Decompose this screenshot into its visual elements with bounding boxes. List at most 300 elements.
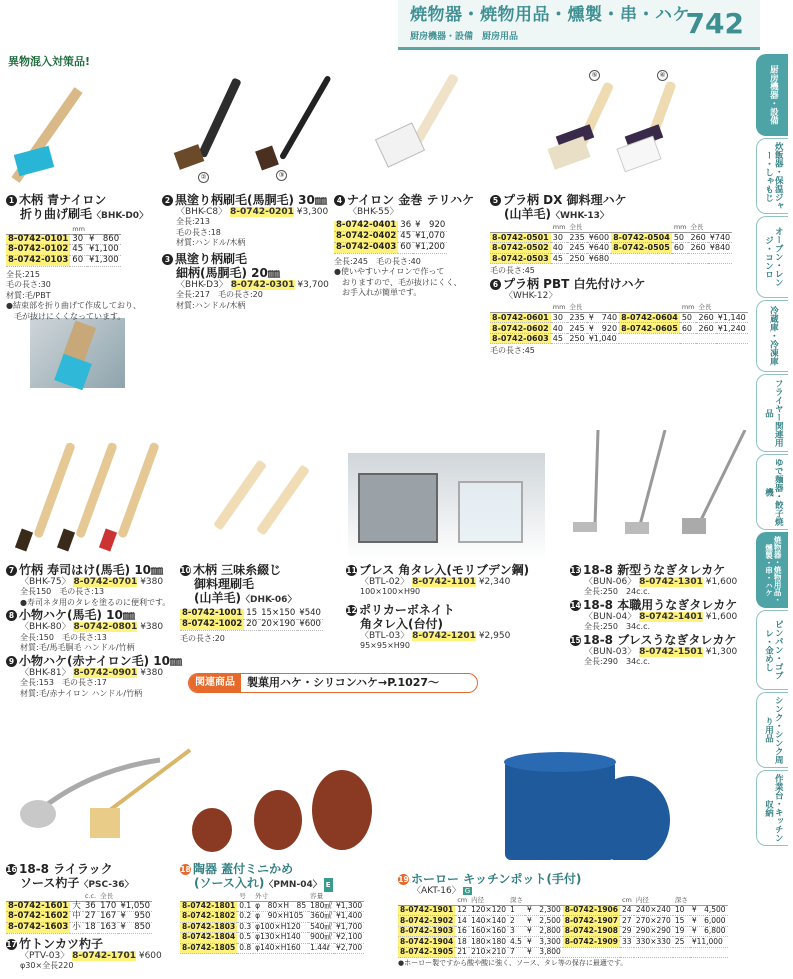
catalog-number: 8-0742-1803	[182, 921, 236, 931]
col-header: 全長	[567, 223, 586, 232]
price: ¥ 4,500	[691, 905, 726, 915]
price: ¥380	[140, 667, 164, 678]
price: ¥1,070	[413, 232, 447, 243]
material: 材質:毛/PBT	[6, 290, 51, 300]
size: 60	[400, 242, 412, 253]
product-10	[180, 563, 340, 644]
marker-2: ②	[198, 172, 209, 183]
col-header: 外寸	[253, 892, 308, 901]
length: 全長:245 毛の長さ:40	[334, 256, 421, 266]
price: ¥ 950	[120, 911, 151, 922]
product-6-table	[490, 303, 748, 344]
size: 36	[400, 220, 412, 231]
size: 45	[551, 333, 568, 344]
product-4-table	[334, 221, 447, 254]
bristle-length: 毛の長さ:45	[490, 346, 535, 356]
price: ¥ 2,300	[527, 905, 561, 915]
brush-2-image	[174, 77, 242, 170]
note: 毛が抜けにくくなっています。	[14, 311, 126, 321]
dimensions: 270×270	[635, 915, 671, 925]
capacity: 2	[508, 916, 525, 927]
length: 163	[100, 922, 117, 933]
catalog-number: 8-0742-1804	[182, 932, 236, 942]
note: ●寿司ネタ用のタレを塗るのに便利です。	[20, 597, 171, 607]
ladle-13-image	[573, 430, 598, 532]
product-title: 小物ハケ(赤ナイロン毛) 10㎜	[19, 653, 183, 668]
catalog-number: 8-0742-0901	[73, 667, 138, 678]
product-title-2: 御料理刷毛	[194, 577, 255, 591]
capacity: 360㎖	[310, 911, 332, 921]
price: ¥380	[140, 622, 164, 633]
catalog-number: 8-0742-0101	[8, 233, 69, 244]
table-row	[490, 333, 748, 344]
brush-6-image	[617, 80, 677, 171]
capacity: 900㎖	[310, 932, 332, 942]
table-row	[490, 232, 732, 243]
product-title-2: ソース杓子	[20, 876, 80, 890]
col-header: 全長	[688, 223, 707, 232]
page-number: 742	[685, 7, 744, 40]
catalog-number: 8-0742-1601	[8, 900, 69, 911]
product-code: 〈BUN-04〉	[584, 611, 637, 622]
dimensions: φ 90×H105	[253, 912, 308, 923]
product-number: 4	[334, 195, 345, 206]
price: ¥1,700	[335, 921, 363, 931]
catalog-number: 8-0742-0401	[336, 220, 397, 231]
length: 245	[569, 243, 585, 253]
size: 0.3	[239, 921, 252, 931]
size: 27	[620, 916, 634, 927]
table-row	[6, 234, 121, 245]
dimensions: 240×240	[635, 905, 671, 915]
price: ¥ 3,300	[527, 936, 561, 946]
price: ¥2,700	[335, 942, 363, 952]
size: 中	[72, 911, 81, 922]
table-row	[180, 620, 323, 631]
marker-6: ⑥	[657, 70, 668, 81]
col-header: 内径	[634, 896, 673, 905]
page-subtitle: 厨房機器・設備 厨房用品	[410, 32, 519, 42]
size: 60	[672, 243, 689, 254]
product-title: 18-8 ブレスうなぎタレカケ	[583, 632, 737, 647]
price: ¥1,040	[587, 333, 619, 344]
price: ¥ 850	[120, 922, 151, 933]
marker-5: ⑤	[589, 70, 600, 81]
price: ¥600	[588, 232, 610, 242]
tab-sink[interactable]: シンク・シンク周り用品	[756, 692, 788, 768]
g-badge: G	[464, 887, 471, 895]
size: 60	[70, 256, 87, 267]
note: お手入れが簡単です。	[342, 288, 422, 298]
col-header: 内径	[469, 896, 508, 905]
product-code: 〈BHK-D3〉	[176, 280, 228, 290]
col-header: 全長	[567, 303, 586, 312]
brush-10-image	[213, 459, 310, 535]
product-code: 〈PTV-03〉	[20, 951, 70, 961]
price: ¥1,100	[87, 245, 121, 256]
length: 260	[698, 313, 714, 322]
table-row	[490, 323, 748, 334]
size: 50	[672, 232, 689, 243]
product-number: 13	[570, 566, 581, 575]
dimensions: 120×120	[471, 905, 507, 915]
catalog-number: 8-0742-1201	[412, 631, 476, 641]
dimensions: φ100×H120	[253, 922, 308, 933]
catalog-number: 8-0742-0201	[230, 207, 294, 217]
size: 30	[551, 312, 568, 323]
length: 全長:250 34c.c.	[584, 622, 651, 632]
size: 45	[70, 245, 87, 256]
dimensions: 160×160	[471, 926, 507, 936]
catalog-number: 8-0742-1901	[400, 905, 454, 915]
catalog-number: 8-0742-0503	[492, 253, 549, 263]
product-code: 〈BHK-55〉	[348, 207, 399, 217]
capacity: 25	[673, 937, 690, 948]
product-number: 19	[398, 875, 409, 884]
size: 30	[70, 234, 87, 245]
product-code: 〈BHK-80〉	[20, 622, 71, 633]
col-header: mm	[552, 302, 566, 311]
product-code: 〈WHK-12〉	[504, 291, 558, 301]
tab-rice-cooker[interactable]: 炊飯器・保温ジャー・しゃもじ	[756, 138, 788, 214]
product-4	[334, 193, 494, 299]
product-title: プラ柄 PBT 白先付けハケ	[503, 277, 646, 291]
price: ¥540	[299, 608, 321, 619]
page-header	[398, 0, 760, 50]
size: 大	[72, 900, 81, 911]
product-code: 〈DHK-06〉	[240, 595, 297, 605]
product-10-table	[180, 609, 323, 631]
length: 全長150 毛の長さ:13	[20, 587, 105, 597]
table-row	[180, 912, 364, 923]
catalog-number: 8-0742-0502	[492, 243, 549, 253]
product-title: 18-8 ライラック	[19, 862, 113, 876]
catalog-number: 8-0742-0605	[621, 323, 678, 333]
tab-worktable[interactable]: 作業台・キッチン収納	[756, 770, 788, 846]
price: ¥ 2,500	[527, 915, 561, 925]
product-number: 6	[490, 279, 501, 290]
bristle-length: 毛の長さ:20	[180, 633, 225, 643]
capacity: 3	[508, 926, 525, 937]
material: 材質:ハンドル/木柄	[176, 238, 246, 248]
length: 260	[690, 232, 706, 242]
product-number: 9	[6, 656, 17, 667]
length: 235	[569, 313, 585, 322]
price: ¥680	[588, 253, 610, 263]
col-header: cm	[621, 895, 632, 904]
size: 0.8	[239, 942, 252, 952]
table-row	[6, 923, 152, 934]
col-header: 全長	[696, 303, 715, 312]
length: 20×190	[261, 619, 296, 629]
table-row	[180, 943, 364, 954]
note: ●使いやすいナイロンで作って	[334, 267, 445, 277]
catalog-number: 8-0742-0102	[8, 244, 69, 255]
dimensions: 100×100×H90	[360, 587, 421, 597]
catalog-number: 8-0742-1101	[412, 577, 476, 587]
catalog-number: 8-0742-1902	[400, 915, 454, 925]
price: ¥1,600	[705, 577, 738, 587]
material: 材質:ハンドル/木柄	[176, 300, 246, 310]
product-title: 竹トンカツ杓子	[19, 937, 104, 951]
dimensions: 140×140	[471, 915, 507, 925]
table-row	[6, 912, 152, 923]
col-header: mm	[552, 222, 566, 231]
product-code: 〈BHK-D0〉	[92, 211, 149, 221]
bristle-length: 毛の長さ:18	[176, 227, 221, 237]
product-number: 10	[180, 566, 191, 575]
tab-oven[interactable]: オーブン・レンジ・コンロ	[756, 216, 788, 298]
product-11	[346, 563, 556, 598]
product-code: 〈BUN-06〉	[584, 577, 637, 587]
catalog-number: 8-0742-0604	[621, 313, 678, 322]
related-text: 製菓用ハケ・シリコンハケ→P.1027〜	[247, 675, 440, 689]
catalog-number: 8-0742-1905	[400, 947, 454, 957]
jar-18-image	[192, 770, 372, 852]
price: ¥600	[299, 619, 321, 629]
col-header: 号	[237, 892, 253, 901]
product-3	[162, 252, 337, 311]
page-title: 焼物器・焼物用品・燻製・串・ハケ	[410, 5, 690, 25]
catalog-number: 8-0742-0603	[492, 334, 549, 343]
capacity: 36	[83, 901, 98, 912]
table-row	[334, 243, 447, 254]
capacity: 7	[508, 947, 525, 958]
table-row	[398, 937, 728, 948]
brush-5-image	[547, 81, 614, 170]
length: 全長:217 毛の長さ:20	[176, 290, 263, 300]
product-title: ホーロー キッチンポット(手付)	[411, 872, 582, 886]
product-code: 〈PSC-36〉	[79, 880, 134, 890]
catalog-number: 8-0742-1904	[400, 936, 454, 946]
product-title: 木柄 青ナイロン	[19, 193, 107, 207]
size: 40	[551, 323, 568, 334]
table-row	[398, 905, 728, 916]
product-6	[490, 277, 752, 357]
product-number: 2	[162, 195, 173, 206]
product-title-2: 細柄(馬胴毛) 20㎜	[176, 266, 280, 280]
dimensions: 95×95×H90	[360, 641, 410, 651]
capacity: 4.5	[508, 937, 525, 948]
capacity: 1	[508, 905, 525, 916]
catalog-number: 8-0742-1801	[182, 900, 236, 910]
length: 250	[569, 253, 585, 263]
size: 14	[455, 916, 469, 927]
price: ¥2,100	[335, 932, 363, 942]
table-row	[180, 933, 364, 944]
length: 250	[569, 334, 585, 343]
sauce-pot-photo	[348, 453, 545, 560]
product-code: 〈PMN-04〉	[264, 880, 322, 890]
catalog-number: 8-0742-1907	[564, 915, 618, 925]
size: 45	[400, 231, 412, 242]
product-16-table	[6, 892, 152, 934]
catalog-number: 8-0742-0403	[336, 242, 397, 253]
product-title: 木柄 三味糸綴じ	[193, 563, 282, 577]
material: 材質:毛/馬毛胴毛 ハンドル/竹柄	[20, 643, 135, 653]
length: 全長:150 毛の長さ:13	[20, 632, 107, 642]
size: 0.5	[239, 932, 252, 942]
col-header: mm	[673, 222, 687, 231]
price: ¥740	[709, 232, 731, 242]
price: ¥1,050	[118, 901, 152, 912]
catalog-number: 8-0742-1301	[639, 577, 703, 587]
product-number: 5	[490, 195, 501, 206]
product-5-table	[490, 223, 732, 264]
product-17	[6, 937, 176, 972]
price: ¥ 920	[415, 220, 446, 231]
catalog-number: 8-0742-0701	[73, 577, 138, 587]
size: 50	[680, 312, 697, 323]
price: ¥380	[140, 577, 164, 587]
price: ¥1,600	[705, 611, 738, 622]
product-18-table	[180, 892, 364, 954]
product-number: 3	[162, 254, 173, 265]
length: 260	[690, 243, 706, 253]
product-title-2: 折り曲げ刷毛	[20, 207, 93, 221]
product-number: 11	[346, 566, 357, 575]
product-title: 小物ハケ(馬毛) 10㎜	[19, 608, 135, 623]
product-title: 18-8 新型うなぎタレカケ	[583, 563, 726, 577]
related-label: 関連商品	[189, 674, 241, 692]
col-header: 容量	[308, 892, 334, 901]
catalog-number: 8-0742-0103	[8, 255, 69, 266]
size: 20	[246, 619, 258, 629]
length: 245	[569, 323, 585, 333]
length: 235	[569, 232, 585, 242]
catalog-number: 8-0742-1909	[564, 936, 618, 946]
product-2	[162, 193, 337, 249]
dimensions: 180×180	[471, 936, 507, 946]
product-code: 〈BHK-81〉	[20, 667, 71, 678]
dimensions: φ140×H160	[253, 943, 308, 954]
capacity: 19	[673, 926, 690, 937]
product-title: プラ柄 DX 御料理ハケ	[503, 193, 627, 207]
size: 小	[72, 922, 81, 933]
product-18	[180, 862, 385, 954]
products-13-15	[570, 563, 755, 668]
size: 29	[620, 926, 634, 937]
catalog-number: 8-0742-1802	[182, 911, 236, 921]
note: おりますので、毛が抜けにくく、	[342, 277, 462, 287]
size: 30	[551, 232, 568, 243]
catalog-number: 8-0742-1602	[8, 911, 69, 922]
product-number: 15	[570, 635, 581, 645]
price: ¥2,340	[478, 577, 511, 587]
dimensions: φ 80×H 85	[255, 900, 307, 910]
capacity: 180㎖	[310, 900, 332, 910]
catalog-number: 8-0742-0301	[230, 280, 295, 290]
dimensions: 290×290	[635, 926, 671, 936]
tab-fryer[interactable]: フライヤー関連用品	[756, 374, 788, 452]
size: 15	[246, 608, 258, 619]
size: 33	[620, 937, 634, 948]
price: ¥ 6,000	[691, 915, 726, 925]
table-row	[398, 926, 728, 937]
col-header: cm	[457, 895, 468, 904]
price: ¥1,240	[717, 323, 746, 333]
price: ¥ 3,800	[527, 947, 561, 957]
price: ¥ 6,800	[691, 926, 726, 936]
product-19-table	[398, 896, 728, 958]
tab-grill[interactable]: 焼物器・焼物用品・燻製・串・ハケ	[756, 532, 788, 608]
price: ¥600	[138, 951, 162, 961]
product-code: 〈BHK-C8〉	[176, 207, 228, 217]
product-code: 〈AKT-16〉	[412, 886, 461, 896]
catalog-number: 8-0742-0601	[492, 313, 549, 322]
product-title: 18-8 本職用うなぎタレカケ	[583, 597, 738, 612]
product-number: 17	[6, 940, 17, 949]
capacity: 540㎖	[310, 921, 332, 931]
tab-refrigerator[interactable]: 冷蔵庫・冷凍庫	[756, 300, 788, 372]
capacity: 18	[83, 923, 98, 934]
catalog-number: 8-0742-1603	[8, 922, 69, 933]
size: 18	[455, 937, 469, 948]
size: 21	[455, 947, 469, 958]
product-number: 12	[346, 606, 357, 615]
table-row	[180, 901, 364, 912]
catalog-number: 8-0742-0505	[613, 243, 670, 253]
product-title-2: 角タレ入(台付)	[360, 617, 443, 631]
tab-kitchen-equipment[interactable]: 厨房機器・設備	[756, 54, 788, 136]
catalog-number: 8-0742-1701	[72, 951, 136, 961]
catalog-number: 8-0742-0501	[492, 232, 549, 242]
product-number: 14	[570, 600, 581, 610]
brush-3-image	[255, 75, 331, 171]
length: 全長:290 34c.c.	[584, 657, 651, 667]
catalog-number: 8-0742-1805	[182, 942, 236, 952]
product-title-2: (山羊毛)	[504, 207, 551, 221]
products-7-9	[6, 563, 184, 699]
catalog-number: 8-0742-1501	[639, 646, 703, 657]
col-header: 全長	[98, 892, 118, 901]
product-title-2: (ソース入れ)	[194, 876, 265, 890]
ladle-15-image	[682, 430, 745, 534]
catalog-number: 8-0742-0504	[613, 232, 670, 242]
marker-3: ③	[276, 170, 287, 181]
length: 260	[698, 323, 714, 333]
length: 全長:250 24c.c.	[584, 587, 651, 597]
table-row	[6, 256, 121, 267]
product-12	[346, 603, 556, 652]
tab-pan[interactable]: ピンパン・ゴブレ・金めし	[756, 610, 788, 690]
product-5	[490, 193, 752, 277]
product-title: 竹柄 寿司はけ(馬毛) 10㎜	[19, 563, 164, 577]
table-row	[6, 245, 121, 256]
product-1	[6, 193, 156, 322]
col-header: 深さ	[510, 895, 524, 904]
price: ¥11,000	[690, 937, 728, 948]
product-title: 黒塗り柄刷毛(馬胴毛) 30㎜	[175, 193, 327, 207]
product-code: 〈BTL-03〉	[360, 631, 410, 641]
bottom-illustrations	[0, 740, 760, 860]
tab-noodle[interactable]: ゆで麺器・餃子焼機	[756, 454, 788, 530]
product-number: 16	[6, 865, 17, 874]
related-products-link[interactable]	[188, 673, 478, 693]
price: ¥640	[588, 243, 610, 253]
bristle-length: 毛の長さ:30	[6, 280, 51, 290]
capacity: 15	[673, 916, 690, 927]
e-badge: E	[324, 878, 333, 892]
catalog-number: 8-0742-1903	[400, 926, 454, 936]
size: 24	[620, 905, 634, 916]
size: 45	[551, 253, 568, 264]
product-title: 陶器 蓋付ミニかめ	[193, 862, 294, 876]
size: 60	[680, 323, 697, 334]
dimensions: 210×210	[471, 947, 507, 957]
price: ¥3,700	[297, 280, 329, 290]
catalog-number: 8-0742-0602	[492, 323, 549, 333]
